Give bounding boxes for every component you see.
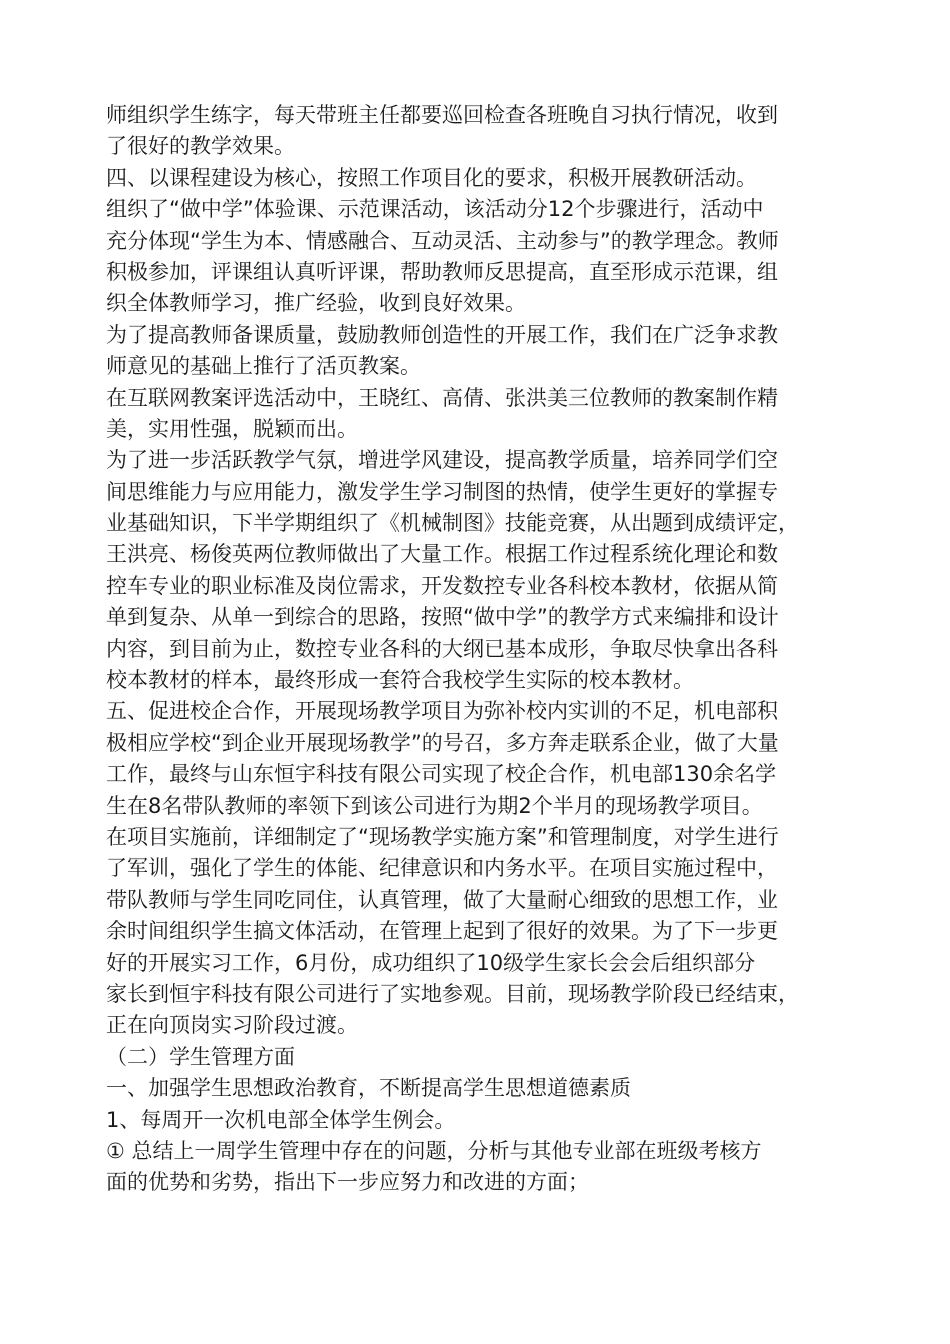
section-heading: 四、以课程建设为核心，按照工作项目化的要求，积极开展教研活动。 xyxy=(106,165,757,190)
text-line: 在互联网教案评选活动中，王晓红、高倩、张洪美三位教师的教案制作精 xyxy=(106,385,778,410)
text-line: 控车专业的职业标准及岗位需求，开发数控专业各科校本教材，依据从简 xyxy=(106,573,778,598)
text-line: 面的优势和劣势，指出下一步应努力和改进的方面； xyxy=(106,1170,589,1195)
text-line: 生在8名带队教师的率领下到该公司进行为期2个半月的现场教学项目。 xyxy=(106,793,763,818)
text-line: 在项目实施前，详细制定了“现场教学实施方案”和管理制度，对学生进行 xyxy=(106,824,779,849)
text-line: 校本教材的样本，最终形成一套符合我校学生实际的校本教材。 xyxy=(106,668,694,693)
text-line: 师组织学生练字，每天带班主任都要巡回检查各班晚自习执行情况，收到 xyxy=(106,103,778,127)
body-text xyxy=(106,100,862,1199)
text-line: 正在向顶岗实习阶段过渡。 xyxy=(106,1013,358,1038)
list-item: ① 总结上一周学生管理中存在的问题，分析与其他专业部在班级考核方 xyxy=(106,1138,762,1163)
text-line: 极相应学校“到企业开展现场教学”的号召，多方奔走联系企业，做了大量 xyxy=(106,730,779,755)
text-line: 业基础知识，下半学期组织了《机械制图》技能竞赛，从出题到成绩评定， xyxy=(106,511,799,536)
text-line: 好的开展实习工作，6月份，成功组织了10级学生家长会会后组织部分 xyxy=(106,950,756,975)
text-line: 单到复杂、从单一到综合的思路，按照“做中学”的教学方式来编排和设计 xyxy=(106,605,779,630)
text-line: 内容，到目前为止，数控专业各科的大纲已基本成形，争取尽快拿出各科 xyxy=(106,636,778,661)
subsection-heading: （二）学生管理方面 xyxy=(106,1044,295,1069)
text-line: 间思维能力与应用能力，激发学生学习制图的热情，使学生更好的掌握专 xyxy=(106,479,778,504)
text-line: 家长到恒宇科技有限公司进行了实地参观。目前，现场教学阶段已经结束， xyxy=(106,981,799,1006)
text-line: 王洪亮、杨俊英两位教师做出了大量工作。根据工作过程系统化理论和数 xyxy=(106,542,778,567)
text-line: 工作，最终与山东恒宇科技有限公司实现了校企合作，机电部130余名学 xyxy=(106,762,777,787)
section-heading: 一、加强学生思想政治教育，不断提高学生思想道德素质 xyxy=(106,1076,631,1101)
text-line: 了很好的教学效果。 xyxy=(106,134,295,159)
text-line: 织全体教师学习，推广经验，收到良好效果。 xyxy=(106,291,526,316)
text-line: 积极参加，评课组认真听评课，帮助教师反思提高，直至形成示范课，组 xyxy=(106,259,778,284)
section-heading: 五、促进校企合作，开展现场教学项目为弥补校内实训的不足，机电部积 xyxy=(106,699,778,724)
text-line: 余时间组织学生搞文体活动，在管理上起到了很好的效果。为了下一步更 xyxy=(106,919,778,944)
text-line: 美，实用性强，脱颖而出。 xyxy=(106,416,358,441)
text-line: 师意见的基础上推行了活页教案。 xyxy=(106,354,421,379)
list-item: 1、每周开一次机电部全体学生例会。 xyxy=(106,1107,456,1132)
text-line: 带队教师与学生同吃同住，认真管理，做了大量耐心细致的思想工作，业 xyxy=(106,887,778,912)
text-line: 为了提高教师备课质量，鼓励教师创造性的开展工作，我们在广泛争求教 xyxy=(106,322,778,347)
text-line: 充分体现“学生为本、情感融合、互动灵活、主动参与”的教学理念。教师 xyxy=(106,228,779,253)
text-line: 组织了“做中学”体验课、示范课活动，该活动分12个步骤进行，活动中 xyxy=(106,197,764,222)
text-line: 为了进一步活跃教学气氛，增进学风建设，提高教学质量，培养同学们空 xyxy=(106,448,778,473)
text-line: 了军训，强化了学生的体能、纪律意识和内务水平。在项目实施过程中， xyxy=(106,856,778,881)
